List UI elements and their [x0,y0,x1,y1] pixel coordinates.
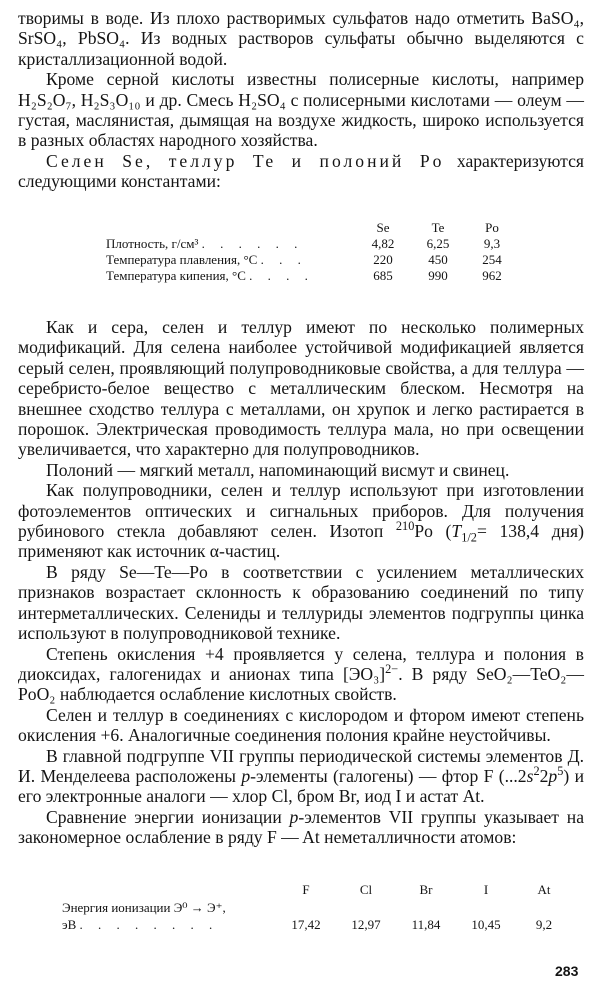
leader-dots: . . . [260,252,307,267]
table-cell: 9,2 [535,916,553,932]
row-label: Температура кипения, °С [106,268,246,283]
elements-spaced-heading: Селен Se, теллур Te и полоний Po [46,150,445,171]
table-row [62,900,572,916]
half-life-value: = 138,4 дня) [476,521,585,542]
header-te: Te [431,220,445,235]
table-cell: 962 [482,268,502,283]
text-block-main [18,317,584,848]
isotope-symbol: Po [414,521,433,542]
table-row [62,916,572,933]
paragraph-sulfates: творимы в воде. Из плохо растворимых сульфатов надо отметить BaSO₄, SrSO₄, PbSO₄. Из водных растворов сульфаты обычно выделяются с кристаллизационной водой. [18,8,584,69]
paragraph-applications: Как полупроводники, селен и теллур используют при изготовлении фотоэлементов оптических и сигнальных приборов. Для получения рубинового стекла добавляют селен. Изотоп $^{210}$Po ($T_{1/2}= 138,4$ дня) применяют как источник α-частиц. [18,480,585,562]
isotope-mass: 210 [395,519,415,534]
table-row [106,252,518,268]
table-cell: 450 [428,252,448,267]
row-label: Температура плавления, °С [106,252,258,267]
table-row [106,236,518,252]
header-se: Se [376,220,390,235]
paragraph-oxidation-6: Селен и теллур в соединениях с кислородом и фтором имеют степень окисления +6. Аналогичные соединения полония крайне неустойчивы. [18,704,584,746]
page-number: 283 [555,963,579,979]
header-po: Po [485,220,499,235]
ionization-label-line2: эВ [62,916,77,932]
paragraph-se-te-po-intro [18,151,584,192]
table-cell: 12,97 [351,916,381,932]
table-cell: 17,42 [291,916,321,932]
anion-formula: [ЭO₃] [342,663,386,684]
table-cell: 990 [428,268,448,283]
half-life-subscript: 1/2 [461,530,477,545]
paragraph-polysulfuric-acids: Кроме серной кислоты известны полисерные кислоты, например H₂S₂O₇, H₂S₃O₁₀ и др. Смесь H₂SO₄ с полисерными кислотами — олеум — густая, маслянистая, дымящая на воздухе жидкость, широко используется в разных областях народного хозяйства. [18,69,584,151]
paragraph-oxidation-4: Степень окисления +4 проявляется у селена, теллура и полония в диоксидах, галогенидах и анионах типа $[ЭO_3]^{2-}$. В ряду SeO₂—TeO₂—PoO₂ наблюдается ослабление кислотных свойств. [18,643,584,705]
header-at: At [537,882,551,897]
header-i: I [483,882,489,897]
paragraph-polonium: Полоний — мягкий металл, напоминающий висмут и свинец. [46,459,510,480]
row-label: Плотность, г/см³ [106,236,199,251]
table-cell: 11,84 [411,916,441,932]
paragraph-ionization-intro: Сравнение энергии ионизации p-элементов VII группы указывает на закономерное ослабление в ряду F — At неметалличности атомов: [18,806,584,848]
header-cl: Cl [359,882,373,897]
constants-table-header [106,220,518,236]
leader-dots: . . . . . . . . [79,916,219,932]
table-cell: 10,45 [471,916,501,932]
constants-table [106,220,518,284]
table-cell: 254 [482,252,502,267]
ionization-table-header [62,880,572,900]
text-block-top [18,8,584,192]
table-cell: 685 [373,268,393,283]
table-cell: 6,25 [426,236,450,251]
anion-charge: 2− [385,662,399,677]
table-cell: 220 [373,252,393,267]
table-cell: 9,3 [483,236,501,251]
ionization-label-line1: Энергия ионизации Э⁰ → Э⁺, [62,900,226,915]
half-life-symbol: T [451,521,462,542]
header-br: Br [419,882,433,897]
table-row [106,268,518,284]
leader-dots: . . . . [249,268,314,283]
elements-intro-rest: характеризуются следующими константами: [18,150,584,192]
paragraph-series-metallic: В ряду Se—Te—Po в соответствии с усилением металлических признаков возрастает склонность к образованию соединений по типу интерметаллических. Селениды и теллуриды элементов подгруппы цинка используют в полупроводниковой технике. [18,561,584,644]
table-cell: 4,82 [371,236,395,251]
leader-dots: . . . . . . [201,236,304,251]
paragraph-polymorphs: Как и сера, селен и теллур имеют по несколько полимерных модификаций. Для селена наиболее устойчивой модификацией является серый селен, проявляющий полупроводниковые свойства, а для теллура — серебристо-белое вещество с металлическим блеском. Несмотря на внешнее сходство теллура с металлами, он хрупок и легко растирается в порошок. Электрическая проводимость теллура мала, но при освещении увеличивается, что характерно для полупроводников. [18,317,584,460]
ionization-table [62,880,572,933]
paragraph-halogens: В главной подгруппе VII группы периодической системы элементов Д. И. Менделеева расположены p-элементы (галогены) — фтор F $(...2s^22p^5)$ и его электронные аналоги — хлор Cl, бром Br, иод I и астат At. [18,745,584,807]
header-f: F [302,882,310,897]
